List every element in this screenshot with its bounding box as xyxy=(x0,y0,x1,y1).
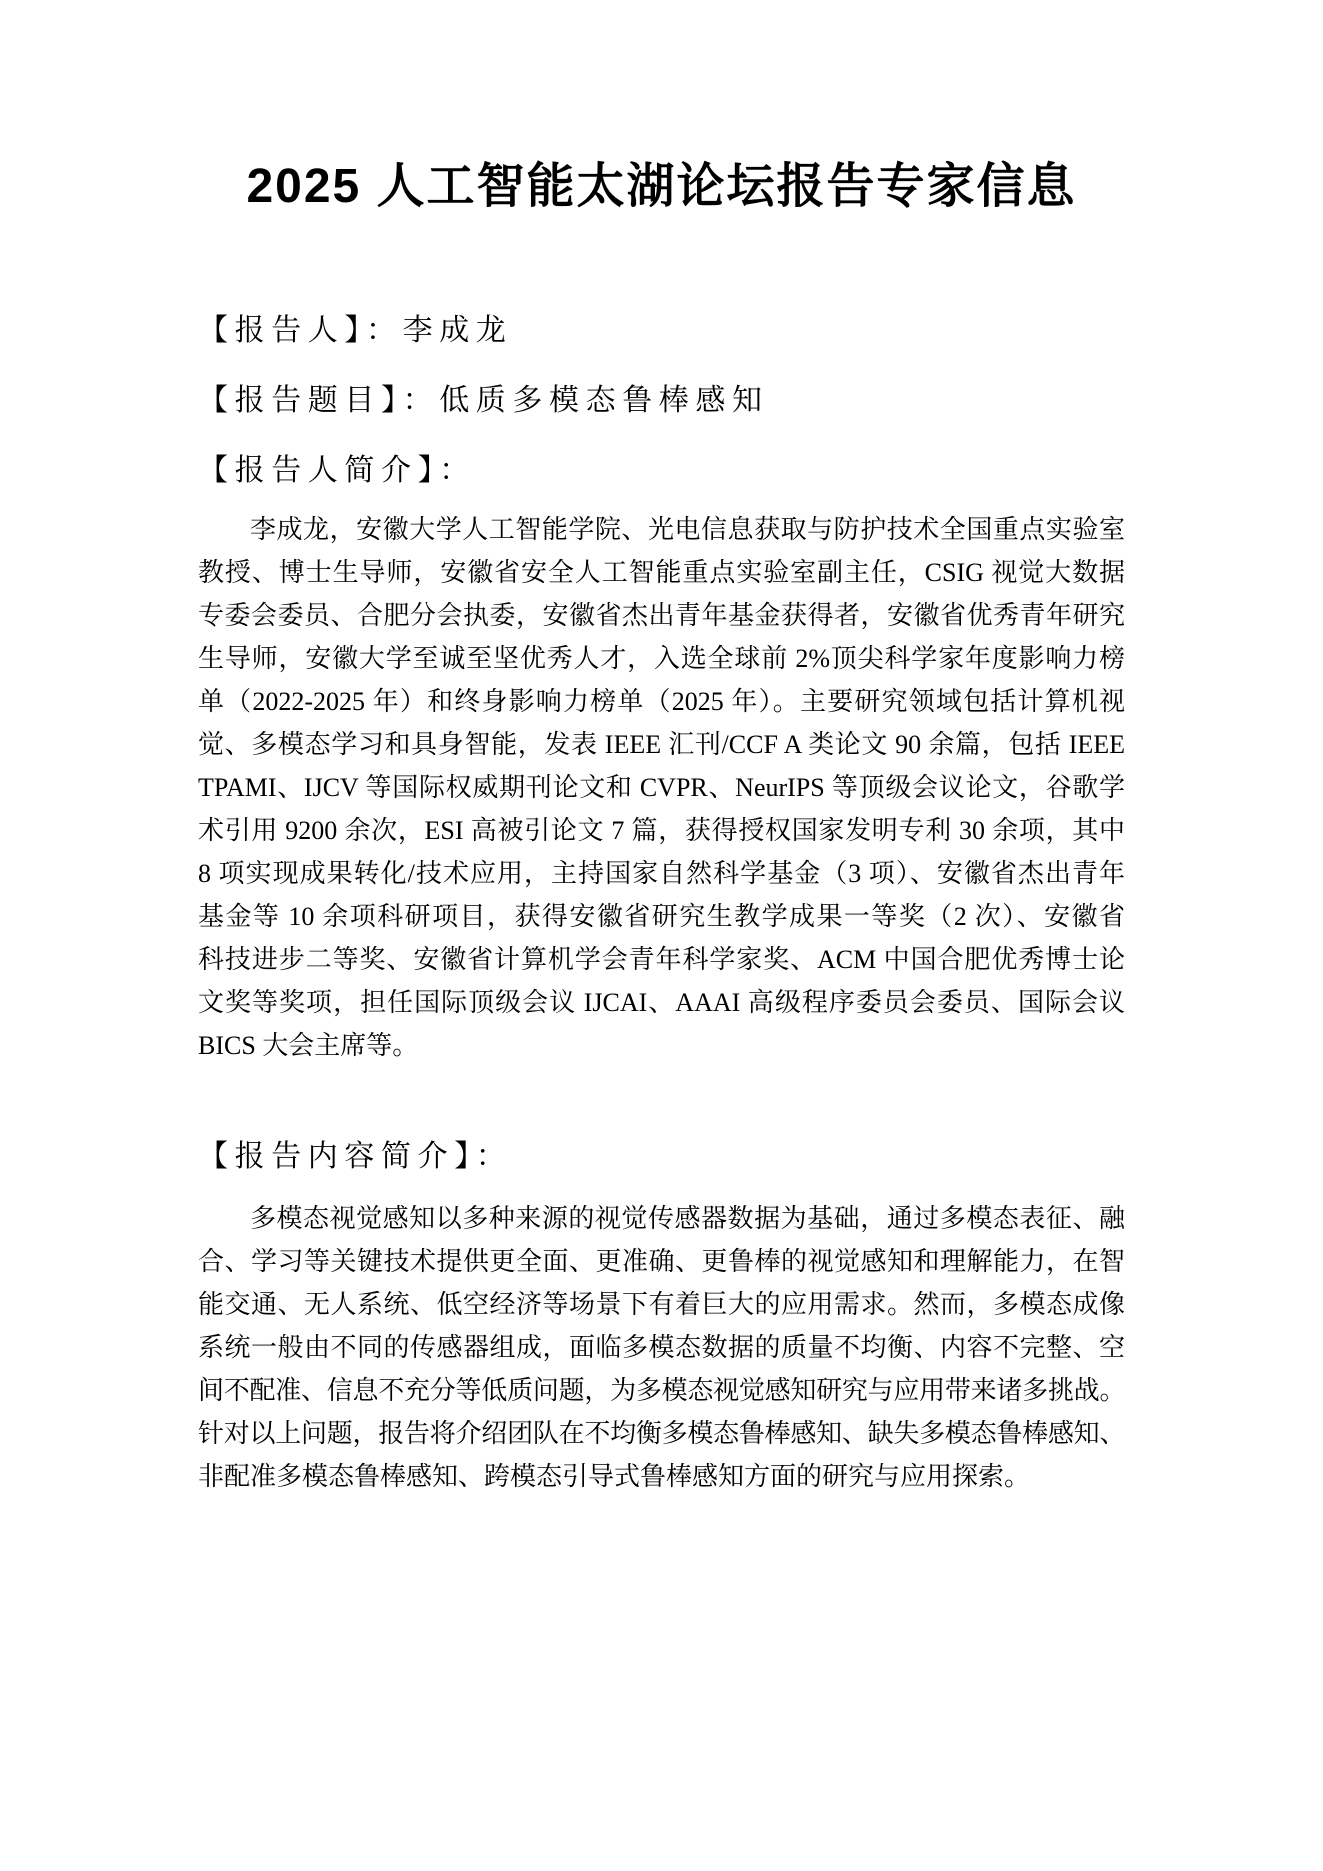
abstract-line: 针对以上问题，报告将介绍团队在不均衡多模态鲁棒感知、缺失多模态鲁棒感知、 xyxy=(198,1419,1125,1448)
bio-line: 单（2022-2025 年）和终身影响力榜单（2025 年）。主要研究领域包括计算机视 xyxy=(198,687,1125,716)
page-title: 2025 人工智能太湖论坛报告专家信息 xyxy=(246,160,1077,213)
bio-line: 生导师，安徽大学至诚至坚优秀人才，入选全球前 2%顶尖科学家年度影响力榜 xyxy=(198,644,1125,673)
bio-line: 教授、博士生导师，安徽省安全人工智能重点实验室副主任，CSIG 视觉大数据 xyxy=(198,558,1125,587)
abstract-paragraph xyxy=(198,1197,1125,1498)
speaker-label: 【报告人】： xyxy=(198,314,403,347)
bio-line: 基金等 10 余项科研项目，获得安徽省研究生教学成果一等奖（2 次）、安徽省 xyxy=(198,902,1125,931)
abstract-heading: 【报告内容简介】： xyxy=(198,1140,513,1173)
bio-paragraph xyxy=(198,508,1125,1067)
abstract-line: 多模态视觉感知以多种来源的视觉传感器数据为基础，通过多模态表征、融 xyxy=(250,1204,1125,1233)
abstract-line: 系统一般由不同的传感器组成，面临多模态数据的质量不均衡、内容不完整、空 xyxy=(198,1333,1125,1362)
abstract-line: 合、学习等关键技术提供更全面、更准确、更鲁棒的视觉感知和理解能力，在智 xyxy=(198,1247,1125,1276)
document-content xyxy=(198,158,1125,1498)
speaker-line xyxy=(198,309,1125,353)
abstract-line: 间不配准、信息不充分等低质问题，为多模态视觉感知研究与应用带来诸多挑战。 xyxy=(198,1376,1125,1405)
topic-value: 低质多模态鲁棒感知 xyxy=(439,384,769,417)
speaker-value: 李成龙 xyxy=(402,314,513,347)
bio-line: 科技进步二等奖、安徽省计算机学会青年科学家奖、ACM 中国合肥优秀博士论 xyxy=(198,945,1125,974)
topic-line xyxy=(198,379,1125,423)
abstract-line: 非配准多模态鲁棒感知、跨模态引导式鲁棒感知方面的研究与应用探索。 xyxy=(198,1462,1031,1491)
bio-line: 8 项实现成果转化/技术应用，主持国家自然科学基金（3 项）、安徽省杰出青年 xyxy=(198,859,1125,888)
abstract-line: 能交通、无人系统、低空经济等场景下有着巨大的应用需求。然而，多模态成像 xyxy=(198,1290,1125,1319)
bio-line: 文奖等奖项，担任国际顶级会议 IJCAI、AAAI 高级程序委员会委员、国际会议 xyxy=(198,988,1125,1017)
topic-label: 【报告题目】： xyxy=(198,384,440,417)
bio-line: 李成龙，安徽大学人工智能学院、光电信息获取与防护技术全国重点实验室 xyxy=(250,515,1125,544)
bio-line: 觉、多模态学习和具身智能，发表 IEEE 汇刊/CCF A 类论文 90 余篇，包括 IEEE xyxy=(198,730,1125,759)
bio-line: TPAMI、IJCV 等国际权威期刊论文和 CVPR、NeurIPS 等顶级会议论文，谷歌学 xyxy=(198,773,1125,802)
bio-line: 术引用 9200 余次，ESI 高被引论文 7 篇，获得授权国家发明专利 30 余项，其中 xyxy=(198,816,1125,845)
bio-line: 专委会委员、合肥分会执委，安徽省杰出青年基金获得者，安徽省优秀青年研究 xyxy=(198,601,1125,630)
bio-heading: 【报告人简介】： xyxy=(198,454,476,487)
bio-line: BICS 大会主席等。 xyxy=(198,1031,419,1060)
